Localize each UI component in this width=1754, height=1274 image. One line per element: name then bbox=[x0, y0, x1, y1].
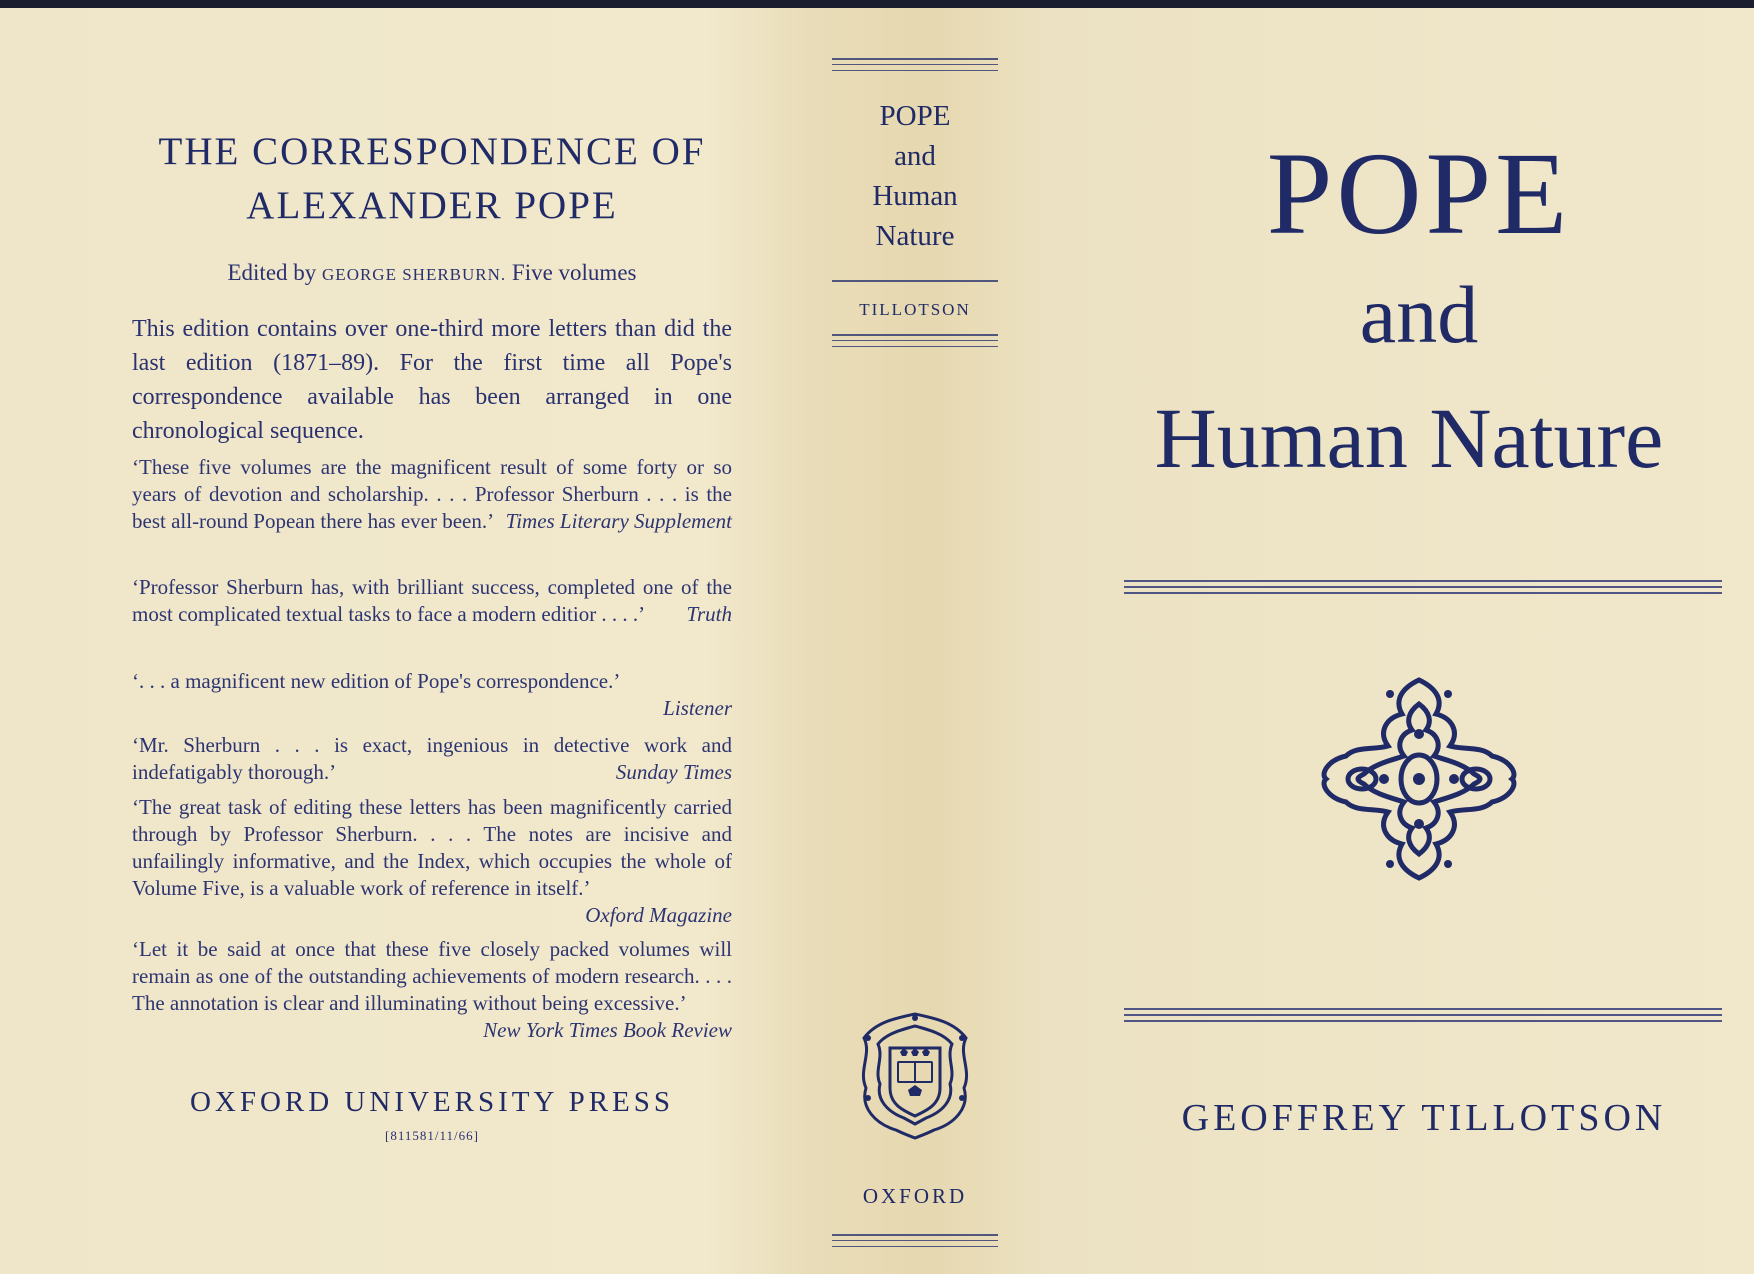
review-quote bbox=[132, 454, 732, 535]
spine-title-line: Human bbox=[872, 180, 958, 212]
editor-prefix: Edited by bbox=[227, 260, 317, 285]
quote-source: Listener bbox=[663, 696, 732, 720]
editor-name: GEORGE SHERBURN. bbox=[322, 265, 507, 284]
spine-title bbox=[826, 96, 1004, 256]
catalogue-code: [811581/11/66] bbox=[385, 1128, 479, 1143]
spine-rule bbox=[832, 1240, 998, 1241]
quote-text: ‘The great task of editing these letters has been magnificently carried through by Professor Sherburn. . . . The notes are incisive and unfailingly informative, and the Index, which occupies the whole of Volume Five, is a valuable work of reference in itself.’ bbox=[132, 795, 732, 900]
quote-text: ‘Mr. Sherburn . . . is exact, ingenious in detective work and indefatigably thorough.’ bbox=[132, 733, 732, 784]
intro-paragraph: This edition contains over one-third more letters than did the last edition (1871–89). For the first time all Pope's correspondence available has been arranged in one chronological sequence. bbox=[132, 316, 732, 444]
spine-rule bbox=[832, 1234, 998, 1236]
quote-source: New York Times Book Review bbox=[483, 1018, 732, 1042]
quote-text: ‘Professor Sherburn has, with brilliant success, completed one of the most complicated textual tasks to face a modern editior . . . .’ bbox=[132, 575, 732, 626]
oxford-crest-icon bbox=[854, 1008, 976, 1142]
quote-text: ‘Let it be said at once that these five closely packed volumes will remain as one of the outstanding achievements of modern research. . . . The annotation is clear and illuminating without being excessive.’ bbox=[132, 937, 732, 1015]
review-quote bbox=[132, 668, 732, 722]
quote-source: Truth bbox=[686, 602, 732, 626]
book-dust-jacket bbox=[0, 8, 1754, 1274]
front-author: GEOFFREY TILLOTSON bbox=[1181, 1097, 1667, 1139]
spine-title-line: POPE bbox=[879, 100, 951, 132]
front-title-human-nature: Human Nature bbox=[1154, 390, 1664, 486]
spine-title-line: and bbox=[894, 140, 936, 172]
spine-rule bbox=[832, 64, 998, 65]
spine-rule bbox=[832, 1246, 998, 1247]
front-title-pope: POPE bbox=[1266, 128, 1572, 259]
back-publisher: OXFORD UNIVERSITY PRESS bbox=[189, 1086, 675, 1118]
front-cover bbox=[1004, 8, 1754, 1274]
back-cover bbox=[0, 8, 820, 1274]
front-title-and: and bbox=[1359, 269, 1479, 360]
quote-text: ‘. . . a magnificent new edition of Pope's correspondence.’ bbox=[132, 669, 621, 693]
spine-rule bbox=[832, 346, 998, 347]
front-rule-top bbox=[1124, 580, 1722, 598]
spine-publisher: OXFORD bbox=[862, 1184, 968, 1208]
spine-rule bbox=[832, 280, 998, 282]
spine-title-line: Nature bbox=[875, 220, 955, 252]
spine-rule bbox=[832, 334, 998, 336]
spine-rule bbox=[832, 340, 998, 341]
review-quote bbox=[132, 936, 732, 1044]
spine-author: TILLOTSON bbox=[859, 300, 971, 319]
review-quote bbox=[132, 794, 732, 929]
spine-rule bbox=[832, 70, 998, 71]
spine bbox=[826, 8, 1004, 1274]
editor-credit bbox=[132, 260, 732, 286]
quote-source: Oxford Magazine bbox=[585, 903, 732, 927]
front-rule-bottom bbox=[1124, 1008, 1722, 1026]
quote-source: Sunday Times bbox=[615, 760, 732, 784]
quote-source: Times Literary Supplement bbox=[505, 509, 732, 533]
review-quote bbox=[132, 732, 732, 786]
back-title-line-2: ALEXANDER POPE bbox=[246, 184, 618, 227]
review-quote bbox=[132, 574, 732, 628]
quote-text: ‘These five volumes are the magnificent result of some forty or so years of devotion and scholarship. . . . Professor Sherburn . . . is the best all-round Popean there has ever been.’ bbox=[132, 455, 732, 533]
editor-suffix: Five volumes bbox=[511, 260, 637, 285]
spine-rule bbox=[832, 58, 998, 60]
back-title-line-1: THE CORRESPONDENCE OF bbox=[158, 130, 706, 173]
arabesque-ornament-icon bbox=[1314, 674, 1524, 884]
